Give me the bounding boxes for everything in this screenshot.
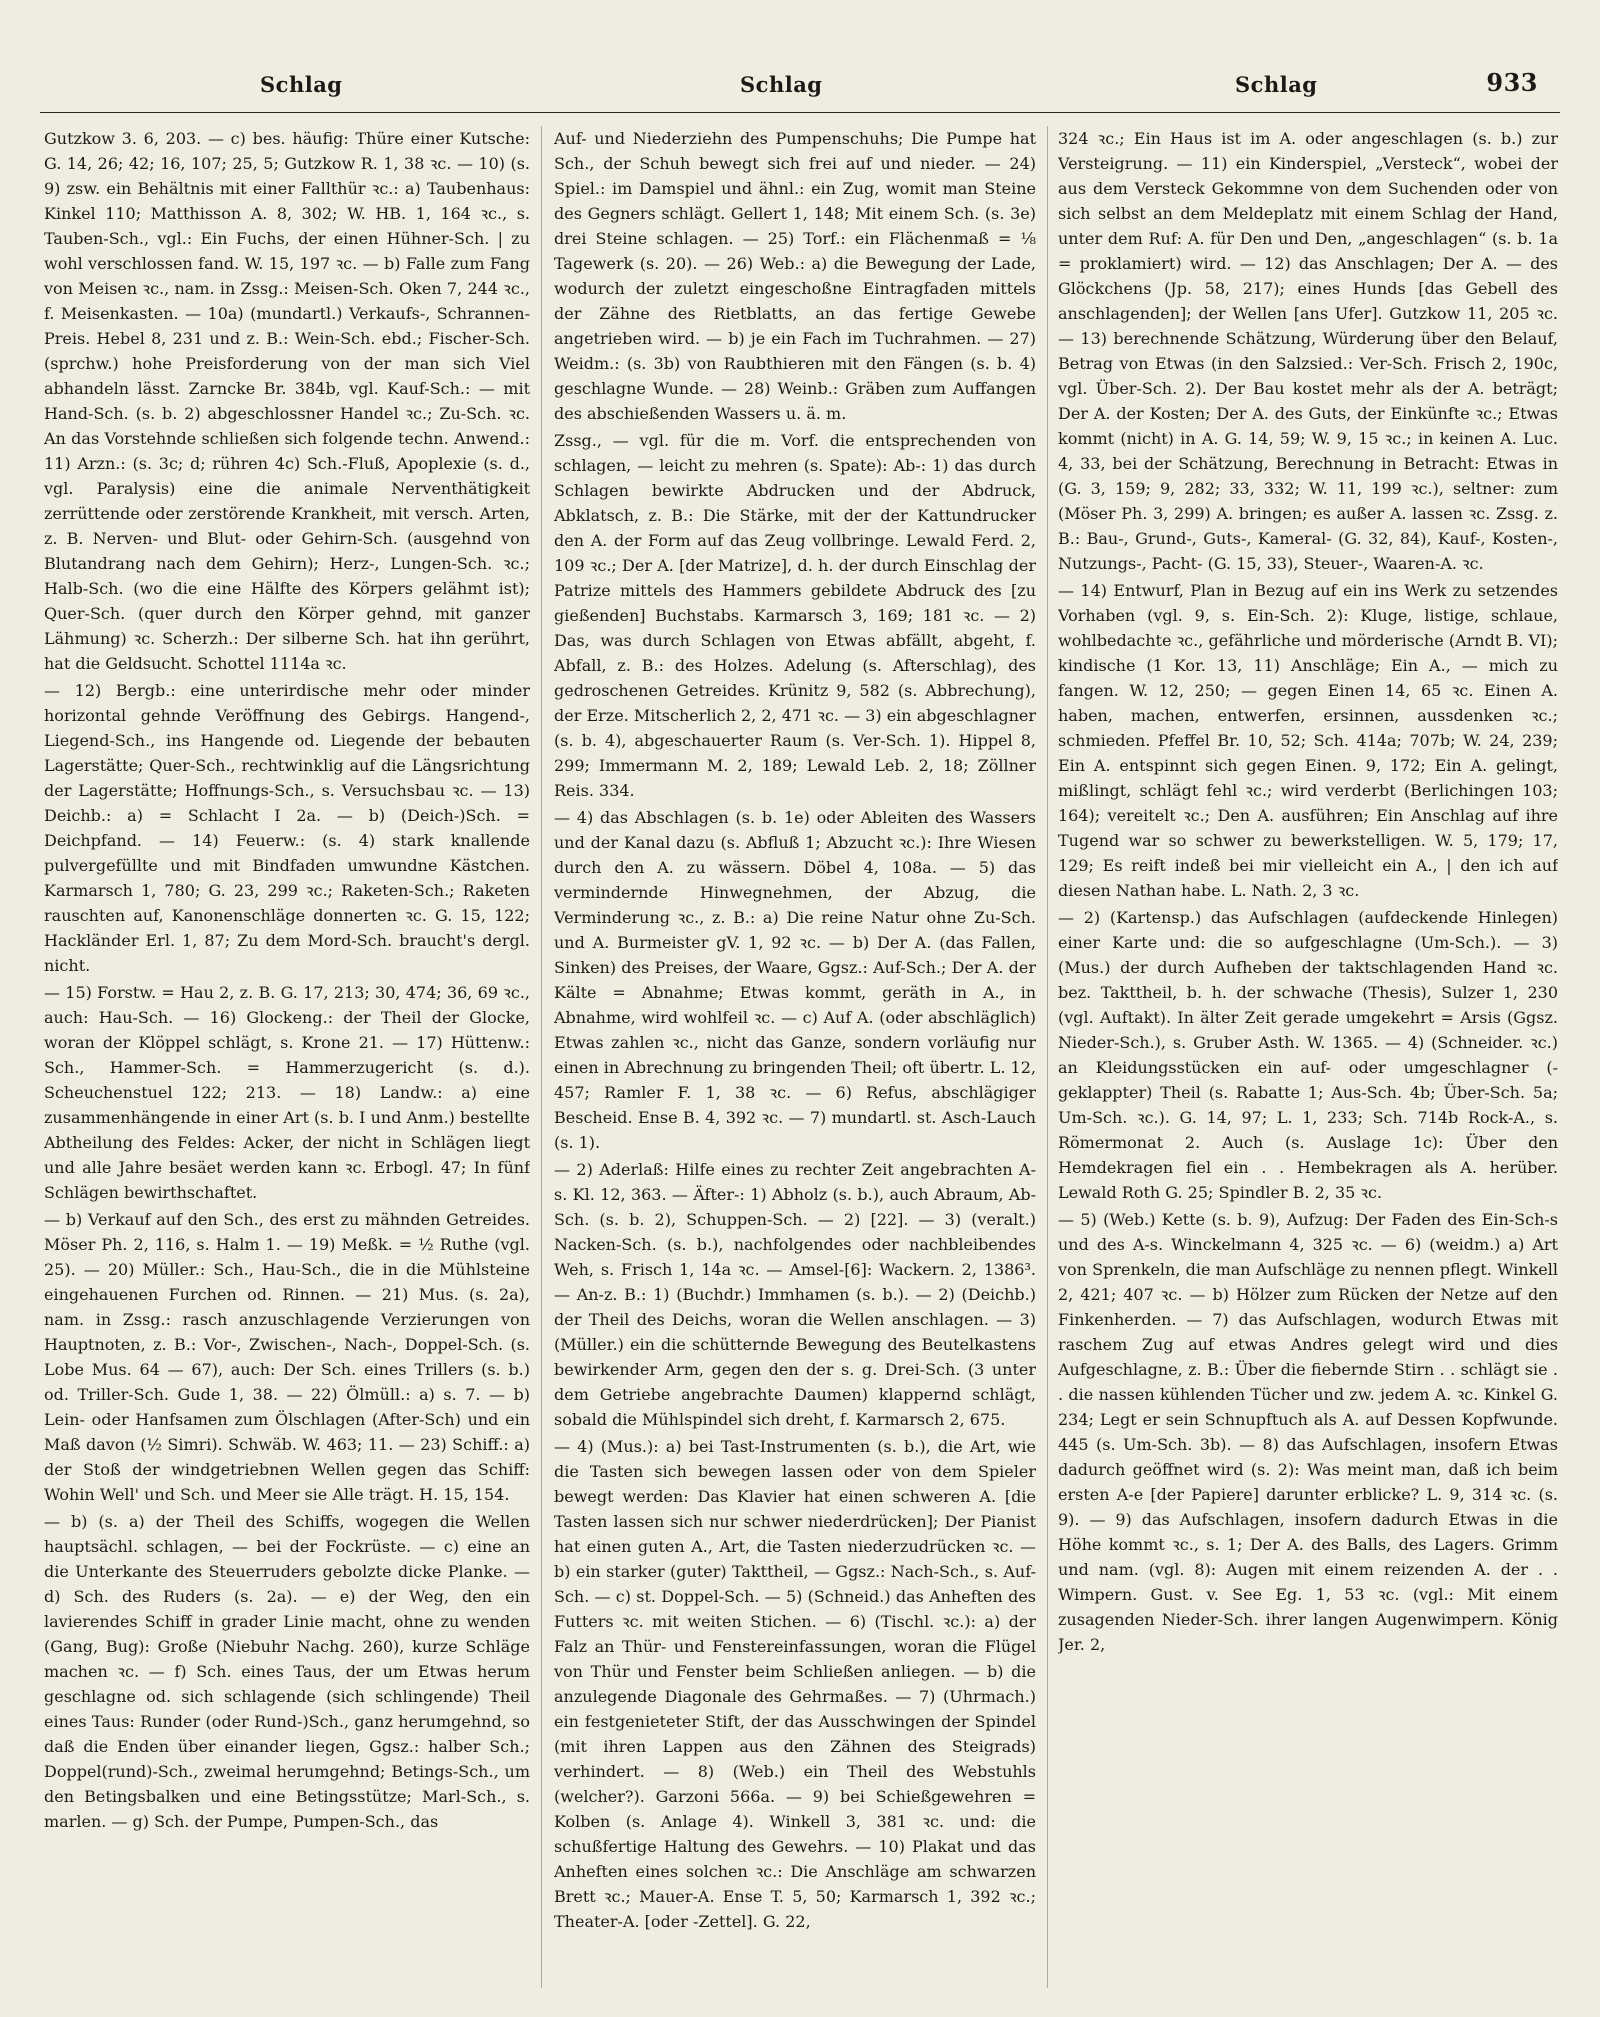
entry-paragraph: — 4) das Abschlagen (s. b. 1e) oder Ableiten des Wassers und der Kanal dazu (s. Abfluß 1; Abzucht ꝛc.): Ihre Wiesen durch den A. zu wässern. Döbel 4, 108a. — 5) das vermindernde Hinwegnehmen, der Abzug, die Verminderung ꝛc., z. B.: a) Die reine Natur ohne Zu-Sch. und A. Burmeister gV. 1, 92 ꝛc. — b) Der A. (das Fallen, Sinken) des Preises, der Waare, Ggsz.: Auf-Sch.; Der A. der Kälte = Abnahme; Etwas kommt, geräth in A., in Abnahme, wird wohlfeil ꝛc. — c) Auf A. (oder abschläglich) Etwas zahlen ꝛc., nicht das Ganze, sondern vorläufig nur einen in Abrechnung zu bringenden Theil; oft übertr. L. 12, 457; Ramler F. 1, 38 ꝛc. — 6) Refus, abschlägiger Bescheid. Ense B. 4, 392 ꝛc. — 7) mundartl. st. Asch-Lauch (s. 1). — [554, 808, 1036, 1152]
text-column-2 — [554, 126, 1036, 1996]
entry-paragraph: — 12) Bergb.: eine unterirdische mehr oder minder horizontal gehnde Veröffnung des Gebirgs. Hangend-, Liegend-Sch., ins Hangende od. Liegende der bebauten Lagerstätte; Quer-Sch., rechtwinklig auf die Längsrichtung der Lagerstätte; Hoffnungs-Sch., s. Versuchsbau ꝛc. — 13) Deichb.: a) = Schlacht I 2a. — b) (Deich-)Sch. = Deichpfand. — 14) Feuerw.: (s. 4) stark knallende pulvergefüllte und mit Bindfaden umwundne Kästchen. Karmarsch 1, 780; G. 23, 299 ꝛc.; Raketen-Sch.; Raketen rauschten auf, Kanonenschläge donnerten ꝛc. G. 15, 122; Hackländer Erl. 1, 87; Zu dem Mord-Sch. braucht's dergl. nicht. — [44, 681, 530, 975]
text-column-3 — [1058, 126, 1558, 1996]
entry-paragraph: — b) Verkauf auf den Sch., des erst zu mähnden Getreides. Möser Ph. 2, 116, s. Halm 1. — 19) Meßk. = ½ Ruthe (vgl. 25). — 20) Müller.: Sch., Hau-Sch., die in die Mühlsteine eingehauenen Furchen od. Rinnen. — 21) Mus. (s. 2a), nam. in Zssg.: rasch anzuschlagende Verzierungen von Hauptnoten, z. B.: Vor-, Zwischen-, Nach-, Doppel-Sch. (s. Lobe Mus. 64 — 67), auch: Der Sch. eines Trillers (s. b.) od. Triller-Sch. Gude 1, 38. — 22) Ölmüll.: a) s. 7. — b) Lein- oder Hanfsamen zum Ölschlagen (After-Sch) und ein Maß davon (½ Simri). Schwäb. W. 463; 11. — 23) Schiff.: a) der Stoß der windgetriebnen Wellen gegen das Schiff: Wohin Well' und Sch. und Meer sie Alle trägt. H. 15, 154. — [44, 1210, 530, 1504]
running-headword-right: Schlag — [1235, 72, 1318, 97]
running-headword-center: Schlag — [740, 72, 823, 97]
entry-paragraph: 324 ꝛc.; Ein Haus ist im A. oder angeschlagen (s. b.) zur Versteigrung. — 11) ein Kinderspiel, „Versteck“, wobei der aus dem Versteck Gekommne von dem Suchenden oder von sich selbst an dem Meldeplatz mit einem Schlag der Hand, unter dem Ruf: A. für Den und Den, „angeschlagen“ (s. b. 1a = proklamiert) wird. — 12) das Anschlagen; Der A. — des Glöckchens (Jp. 58, 217); eines Hunds [das Gebell des anschlagenden]; der Wellen [ans Ufer]. Gutzkow 11, 205 ꝛc. — 13) berechnende Schätzung, Würderung über den Belauf, Betrag von Etwas (in den Salzsied.: Ver-Sch. Frisch 2, 190c, vgl. Über-Sch. 2). Der Bau kostet mehr als der A. beträgt; Der A. der Kosten; Der A. des Guts, der Einkünfte ꝛc.; Etwas kommt (nicht) in A. G. 14, 59; W. 9, 15 ꝛc.; in keinen A. Luc. 4, 33, bei der Schätzung, Berechnung in Betracht: Etwas in (G. 3, 159; 9, 282; 33, 332; W. 11, 199 ꝛc.), seltner: zum (Möser Ph. 3, 299) A. bringen; es außer A. lassen ꝛc. Zssg. z. B.: Bau-, Grund-, Guts-, Kameral- (G. 32, 84), Kauf-, Kosten-, Nutzungs-, Pacht- (G. 15, 33), Steuer-, Waaren-A. ꝛc. — [1058, 129, 1558, 573]
entry-paragraph: — 4) (Mus.): a) bei Tast-Instrumenten (s. b.), die Art, wie die Tasten sich bewegen lassen oder von dem Spieler bewegt werden: Das Klavier hat einen schweren A. [die Tasten lassen sich nur schwer niederdrücken]; Der Pianist hat einen guten A., Art, die Tasten niederzudrücken ꝛc. — b) ein starker (guter) Takttheil, — Ggsz.: Nach-Sch., s. Auf-Sch. — c) st. Doppel-Sch. — 5) (Schneid.) das Anheften des Futters ꝛc. mit weiten Stichen. — 6) (Tischl. ꝛc.): a) der Falz an Thür- und Fenstereinfassungen, woran die Flügel von Thür und Fenster beim Schließen anliegen. — b) die anzulegende Diagonale des Gehrmaßes. — 7) (Uhrmach.) ein festgenieteter Stift, der das Ausschwingen der Spindel (mit ihren Lappen aus den Zähnen des Steigrads) verhindert. — 8) (Web.) ein Theil des Webstuhls (welcher?). Garzoni 566a. — 9) bei Schießgewehren = Kolben (s. Anlage 4). Winkell 3, 381 ꝛc. und: die schußfertige Haltung des Gewehrs. — 10) Plakat und das Anheften eines solchen ꝛc.: Die Anschläge am schwarzen Brett ꝛc.; Mauer-A. Ense T. 5, 50; Karmarsch 1, 392 ꝛc.; Theater-A. [oder -Zettel]. G. 22, — [554, 1437, 1036, 1931]
header-rule — [40, 112, 1560, 113]
text-column-1 — [44, 126, 530, 1996]
running-header — [40, 66, 1560, 110]
running-headword-left: Schlag — [260, 72, 343, 97]
entry-paragraph: Auf- und Niederziehn des Pumpenschuhs; Die Pumpe hat Sch., der Schuh bewegt sich frei auf und nieder. — 24) Spiel.: im Damspiel und ähnl.: ein Zug, womit man Steine des Gegners schlägt. Gellert 1, 148; Mit einem Sch. (s. 3e) drei Steine schlagen. — 25) Torf.: ein Flächenmaß = ⅛ Tagewerk (s. 20). — 26) Web.: a) die Bewegung der Lade, wodurch der zuletzt eingeschoßne Eintragfaden mittels der Zähne des Rietblatts, an das fertige Gewebe angetrieben wird. — b) je ein Fach im Tuchrahmen. — 27) Weidm.: (s. 3b) von Raubthieren mit den Fängen (s. b. 4) geschlagne Wunde. — 28) Weinb.: Gräben zum Auffangen des abschießenden Wassers u. ä. m. — [554, 129, 1036, 423]
entry-paragraph: — 5) (Web.) Kette (s. b. 9), Aufzug: Der Faden des Ein-Sch-s und des A-s. Winckelmann 4, 325 ꝛc. — 6) (weidm.) a) Art von Sprenkeln, die man Aufschläge zu nennen pflegt. Winkell 2, 421; 407 ꝛc. — b) Hölzer zum Rücken der Netze auf den Finkenherden. — 7) das Aufschlagen, wodurch Etwas mit raschem Zug auf etwas Andres gelegt wird und dies Aufgeschlagne, z. B.: Über die fiebernde Stirn . . schlägt sie . . die nassen kühlenden Tücher und zw. jedem A. ꝛc. Kinkel G. 234; Legt er sein Schnupftuch als A. auf Dessen Kopfwunde. 445 (s. Um-Sch. 3b). — 8) das Aufschlagen, insofern Etwas dadurch geöffnet wird (s. 2): Was meint man, daß ich beim ersten A-e [der Papiere] darunter erblicke? L. 9, 314 ꝛc. (s. 9). — 9) das Aufschlagen, insofern dadurch Etwas in die Höhe kommt ꝛc., s. 1; Der A. des Balls, des Lagers. Grimm und nam. (vgl. 8): Augen mit einem reizenden A. der . . Wimpern. Gust. v. See Eg. 1, 53 ꝛc. (vgl.: Mit einem zusagenden Nieder-Sch. ihrer langen Augenwimpern. König Jer. 2, — [1058, 1210, 1558, 1654]
entry-paragraph: Zssg., — vgl. für die m. Vorf. die entsprechenden von schlagen, — leicht zu mehren (s. Spate): Ab-: 1) das durch Schlagen bewirkte Abdrucken und der Abdruck, Abklatsch, z. B.: Die Stärke, mit der der Kattundrucker den A. der Form auf das Zeug vollbringe. Lewald Ferd. 2, 109 ꝛc.; Der A. [der Matrize], d. h. der durch Einschlag der Patrize mittels des Hammers gebildete Abdruck des [zu gießenden] Buchstabs. Karmarsch 3, 169; 181 ꝛc. — 2) Das, was durch Schlagen von Etwas abfällt, abgeht, f. Abfall, z. B.: des Holzes. Adelung (s. Afterschlag), des gedroschenen Getreides. Krünitz 9, 582 (s. Abbrechung), der Erze. Mitscherlich 2, 2, 471 ꝛc. — 3) ein abgeschlagner (s. b. 4), abgeschauerter Raum (s. Ver-Sch. 1). Hippel 8, 299; Immermann M. 2, 189; Lewald Leb. 2, 18; Zöllner Reis. 334. — [554, 431, 1036, 800]
entry-paragraph: — 14) Entwurf, Plan in Bezug auf ein ins Werk zu setzendes Vorhaben (vgl. 9, s. Ein-Sch. 2): Kluge, listige, schlaue, wohlbedachte ꝛc., gefährliche und mörderische (Arndt B. VI); kindische (1 Kor. 13, 11) Anschläge; Ein A., — mich zu fangen. W. 12, 250; — gegen Einen 14, 65 ꝛc. Einen A. haben, machen, entwerfen, ersinnen, aussdenken ꝛc.; schmieden. Pfeffel Br. 10, 52; Sch. 414a; 707b; W. 24, 239; Ein A. entspinnt sich gegen Einen. 9, 172; Ein A. gelingt, mißlingt, schlägt fehl ꝛc.; wird verderbt (Berlichingen 103; 164); vereitelt ꝛc.; Den A. ausführen; Ein Anschlag auf ihre Tugend war so schwer zu bewerkstelligen. W. 5, 179; 17, 129; Es reift indeß bei mir vielleicht ein A., | den ich auf diesen Nathan habe. L. Nath. 2, 3 ꝛc. — [1058, 581, 1558, 900]
column-divider — [541, 126, 542, 1988]
entry-paragraph: — 2) Aderlaß: Hilfe eines zu rechter Zeit angebrachten A-s. Kl. 12, 363. — Äfter-: 1) Abholz (s. b.), auch Abraum, Ab-Sch. (s. b. 2), Schuppen-Sch. — 2) [22]. — 3) (veralt.) Nacken-Sch. (s. b.), nachfolgendes oder nachbleibendes Weh, s. Frisch 1, 14a ꝛc. — Amsel-[6]: Wackern. 2, 1386³. — An-z. B.: 1) (Buchdr.) Immhamen (s. b.). — 2) (Deichb.) der Theil des Deichs, woran die Wellen anschlagen. — 3) (Müller.) ein die schütternde Bewegung des Beutelkastens bewirkender Arm, gegen den der s. g. Drei-Sch. (3 unter dem Getriebe angebrachte Daumen) klappernd schlägt, sobald die Mühlspindel sich dreht, f. Karmarsch 2, 675. — [554, 1160, 1036, 1429]
entry-paragraph: — 2) (Kartensp.) das Aufschlagen (aufdeckende Hinlegen) einer Karte und: die so aufgeschlagne (Um-Sch.). — 3) (Mus.) der durch Aufheben der taktschlagenden Hand ꝛc. bez. Takttheil, b. h. der schwache (Thesis), Sulzer 1, 230 (vgl. Auftakt). In älter Zeit gerade umgekehrt = Arsis (Ggsz. Nieder-Sch.), s. Gruber Asth. W. 1365. — 4) (Schneider. ꝛc.) an Kleidungsstücken ein auf- oder umgeschlagner (-geklappter) Theil (s. Rabatte 1; Aus-Sch. 4b; Über-Sch. 5a; Um-Sch. ꝛc.). G. 14, 97; L. 1, 233; Sch. 714b Rock-A., s. Römermonat 2. Auch (s. Auslage 1c): Über den Hemdekragen fiel ein . . Hembekragen als A. herüber. Lewald Roth G. 25; Spindler B. 2, 35 ꝛc. — [1058, 908, 1558, 1202]
page-number: 933 — [1486, 68, 1538, 97]
entry-paragraph: Gutzkow 3. 6, 203. — c) bes. häufig: Thüre einer Kutsche: G. 14, 26; 42; 16, 107; 25, 5; Gutzkow R. 1, 38 ꝛc. — 10) (s. 9) zsw. ein Behältnis mit einer Fallthür ꝛc.: a) Taubenhaus: Kinkel 110; Matthisson A. 8, 302; W. HB. 1, 164 ꝛc., s. Tauben-Sch., vgl.: Ein Fuchs, der einen Hühner-Sch. | zu wohl verschlossen fand. W. 15, 197 ꝛc. — b) Falle zum Fang von Meisen ꝛc., nam. in Zssg.: Meisen-Sch. Oken 7, 244 ꝛc., f. Meisenkasten. — 10a) (mundartl.) Verkaufs-, Schrannen-Preis. Hebel 8, 231 und z. B.: Wein-Sch. ebd.; Fischer-Sch. (sprchw.) hohe Preisforderung von der man sich Viel abhandeln lässt. Zarncke Br. 384b, vgl. Kauf-Sch.: — mit Hand-Sch. (s. b. 2) abgeschlossner Handel ꝛc.; Zu-Sch. ꝛc. An das Vorstehnde schließen sich folgende techn. Anwend.: 11) Arzn.: (s. 3c; d; rühren 4c) Sch.-Fluß, Apoplexie (s. d., vgl. Paralysis) eine die animale Nerventhätigkeit zerrüttende oder zerstörende Krankheit, mit versch. Arten, z. B. Nerven- und Blut- oder Gehirn-Sch. (ausgehnd von Blutandrang nach dem Gehirn); Herz-, Lungen-Sch. ꝛc.; Halb-Sch. (wo die eine Hälfte des Körpers gelähmt ist); Quer-Sch. (quer durch den Körper gehnd, mit ganzer Lähmung) ꝛc. Scherzh.: Der silberne Sch. hat ihn gerührt, hat die Geldsucht. Schottel 1114a ꝛc. — [44, 129, 530, 673]
entry-paragraph: — b) (s. a) der Theil des Schiffs, wogegen die Wellen hauptsächl. schlagen, — bei der Fockrüste. — c) eine an die Unterkante des Steuerruders gebolzte dicke Planke. — d) Sch. des Ruders (s. 2a). — e) der Weg, den ein lavierendes Schiff in grader Linie macht, ohne zu wenden (Gang, Bug): Große (Niebuhr Nachg. 260), kurze Schläge machen ꝛc. — f) Sch. eines Taus, der um Etwas herum geschlagne od. sich schlagende (sich schlingende) Theil eines Taus: Runder (oder Rund-)Sch., ganz herumgehnd, so daß die Enden über einander liegen, Ggsz.: halber Sch.; Doppel(rund)-Sch., zweimal herumgehnd; Betings-Sch., um den Betingsbalken und eine Betingsstütze; Marl-Sch., s. marlen. — g) Sch. der Pumpe, Pumpen-Sch., das — [44, 1512, 530, 1831]
entry-paragraph: — 15) Forstw. = Hau 2, z. B. G. 17, 213; 30, 474; 36, 69 ꝛc., auch: Hau-Sch. — 16) Glockeng.: der Theil der Glocke, woran der Klöppel schlägt, s. Krone 21. — 17) Hüttenw.: Sch., Hammer-Sch. = Hammerzugericht (s. d.). Scheuchenstuel 122; 213. — 18) Landw.: a) eine zusammenhängende in einer Art (s. b. I und Anm.) bestellte Abtheilung des Feldes: Acker, der nicht in Schlägen liegt und alle Jahre besäet werden kann ꝛc. Erbogl. 47; In fünf Schlägen bewirthschaftet. — [44, 983, 530, 1202]
column-divider — [1047, 126, 1048, 1988]
